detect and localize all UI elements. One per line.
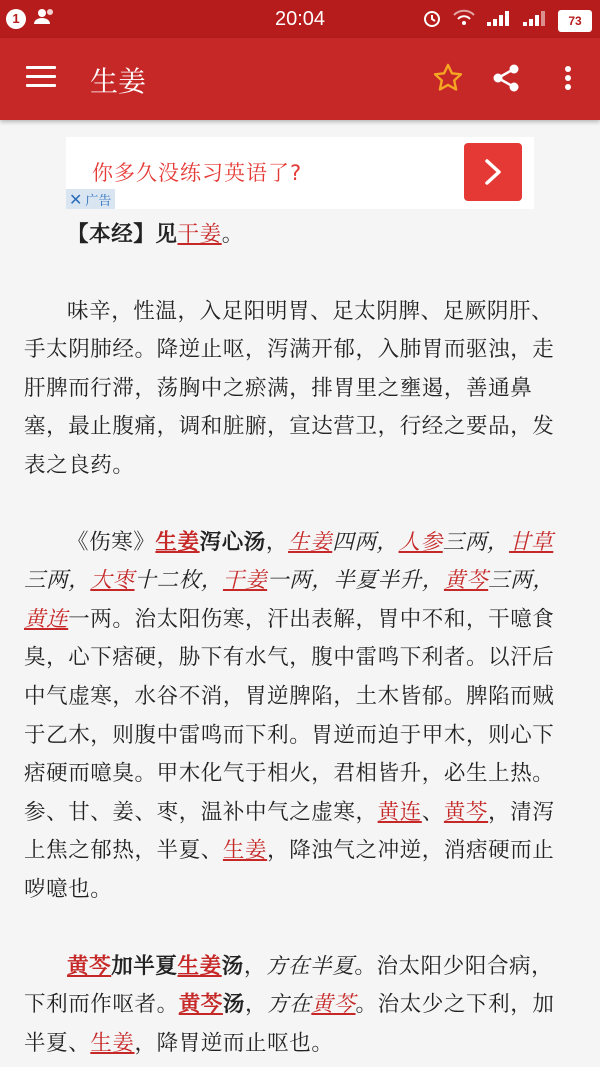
- text-segment: 。治太阳少阳合病，下利而作呕者。: [24, 953, 554, 1018]
- link-huangqin[interactable]: 黄芩: [67, 953, 112, 979]
- text-segment: ，: [265, 529, 289, 555]
- text-segment: 三两，: [24, 568, 91, 594]
- text-segment: 三两，: [488, 568, 555, 594]
- link-shengjiang[interactable]: 生姜: [177, 953, 222, 979]
- text-segment: ，降浊气之冲逆，消痞硬而止哕噫也。: [24, 838, 555, 902]
- link-huangqin[interactable]: 黄芩: [443, 799, 489, 825]
- formula-name: 汤: [222, 992, 246, 1018]
- link-ganjiang[interactable]: 干姜: [222, 568, 268, 594]
- link-shengjiang[interactable]: 生姜: [222, 838, 268, 864]
- app-bar: [0, 38, 600, 120]
- link-shengjiang[interactable]: 生姜: [90, 1030, 135, 1056]
- ad-badge: [66, 189, 115, 209]
- link-shengjiang[interactable]: 生姜: [288, 529, 333, 555]
- chevron-right-icon: [480, 157, 506, 187]
- link-huanglian[interactable]: 黄连: [24, 606, 69, 632]
- battery-indicator: 73: [558, 10, 592, 32]
- signal-icon-2: [522, 9, 548, 32]
- page-title: 生姜: [90, 65, 147, 98]
- link-huangqin[interactable]: 黄芩: [311, 992, 356, 1018]
- text-segment: 一两，半夏半升，: [267, 568, 444, 594]
- formula-name: 泻心汤: [199, 529, 266, 555]
- text-segment: 《伤寒》: [67, 529, 156, 555]
- alarm-icon: [422, 8, 442, 33]
- text-segment: 。治太少之下利，加半夏、: [24, 992, 555, 1056]
- ad-banner[interactable]: [66, 137, 534, 209]
- ad-text[interactable]: 你多久没练习英语了?: [92, 161, 303, 185]
- link-shengjiang[interactable]: 生姜: [155, 529, 200, 555]
- link-huanglian[interactable]: 黄连: [377, 799, 422, 825]
- paragraph-shengjiang-xiexin: [24, 524, 572, 910]
- close-icon[interactable]: ✕: [69, 189, 83, 209]
- text-segment: ，: [243, 953, 266, 979]
- text-segment: 、: [421, 799, 444, 825]
- link-huangqin[interactable]: 黄芩: [443, 568, 489, 594]
- ad-label: 广告: [85, 193, 112, 209]
- notification-count-badge: 1: [6, 9, 26, 29]
- text-segment: 。: [221, 222, 244, 247]
- link-gancao[interactable]: 甘草: [509, 529, 554, 555]
- link-renshen[interactable]: 人参: [398, 529, 443, 555]
- share-icon[interactable]: [490, 62, 522, 94]
- more-options-icon[interactable]: [556, 62, 580, 94]
- paragraph-huangqin-banxia: [24, 948, 572, 1064]
- paragraph-benjing: [24, 216, 572, 255]
- menu-icon[interactable]: [26, 66, 56, 90]
- formula-name: 加半夏: [111, 953, 178, 979]
- benjing-heading: 【本经】见: [67, 222, 178, 247]
- wifi-icon: [452, 9, 476, 32]
- text-segment: ，降胃逆而止呕也。: [134, 1030, 334, 1056]
- link-ganjiang[interactable]: 干姜: [177, 222, 222, 247]
- status-bar: [0, 0, 600, 38]
- paragraph-properties: 味辛，性温，入足阳明胃、足太阴脾、足厥阴肝、手太阴肺经。降逆止呕，泻满开郁，入肺胃而驱浊，走肝脾而行滞，荡胸中之瘀满，排胃里之壅遏，善通鼻塞，最止腹痛，调和脏腑，宣达营卫，行经之要品，发表之良药。: [24, 298, 555, 478]
- text-segment: ，清泻上焦之郁热，半夏、: [24, 799, 555, 864]
- status-right: [422, 8, 592, 33]
- ad-arrow-button[interactable]: [464, 143, 522, 201]
- text-segment: 四两，: [332, 529, 399, 555]
- link-dazao[interactable]: 大枣: [90, 568, 135, 594]
- text-segment: 方在半夏: [265, 953, 355, 979]
- clock: 20:04: [274, 8, 326, 30]
- formula-name: 汤: [221, 953, 244, 979]
- text-segment: ，: [245, 992, 268, 1018]
- article-content: [24, 216, 572, 1063]
- signal-icon-1: [486, 9, 512, 32]
- text-segment: 十二枚，: [134, 568, 223, 594]
- link-huangqin[interactable]: 黄芩: [178, 992, 223, 1018]
- text-segment: 三两，: [442, 529, 510, 555]
- favorite-star-icon[interactable]: [432, 62, 464, 94]
- text-segment: 一两。治太阳伤寒，汗出表解，胃中不和，干噫食臭，心下痞硬，胁下有水气，腹中雷鸣下利者。以汗后中气虚寒，水谷不消，胃逆脾陷，土木皆郁。脾陷而贼于乙木，则腹中雷鸣而下利。胃逆而迫于甲木，则心下痞硬而噫臭。甲木化气于相火，君相皆升，必生上热。参、甘、姜、枣，温补中气之虚寒，: [24, 606, 555, 825]
- text-segment: 方在: [267, 992, 312, 1018]
